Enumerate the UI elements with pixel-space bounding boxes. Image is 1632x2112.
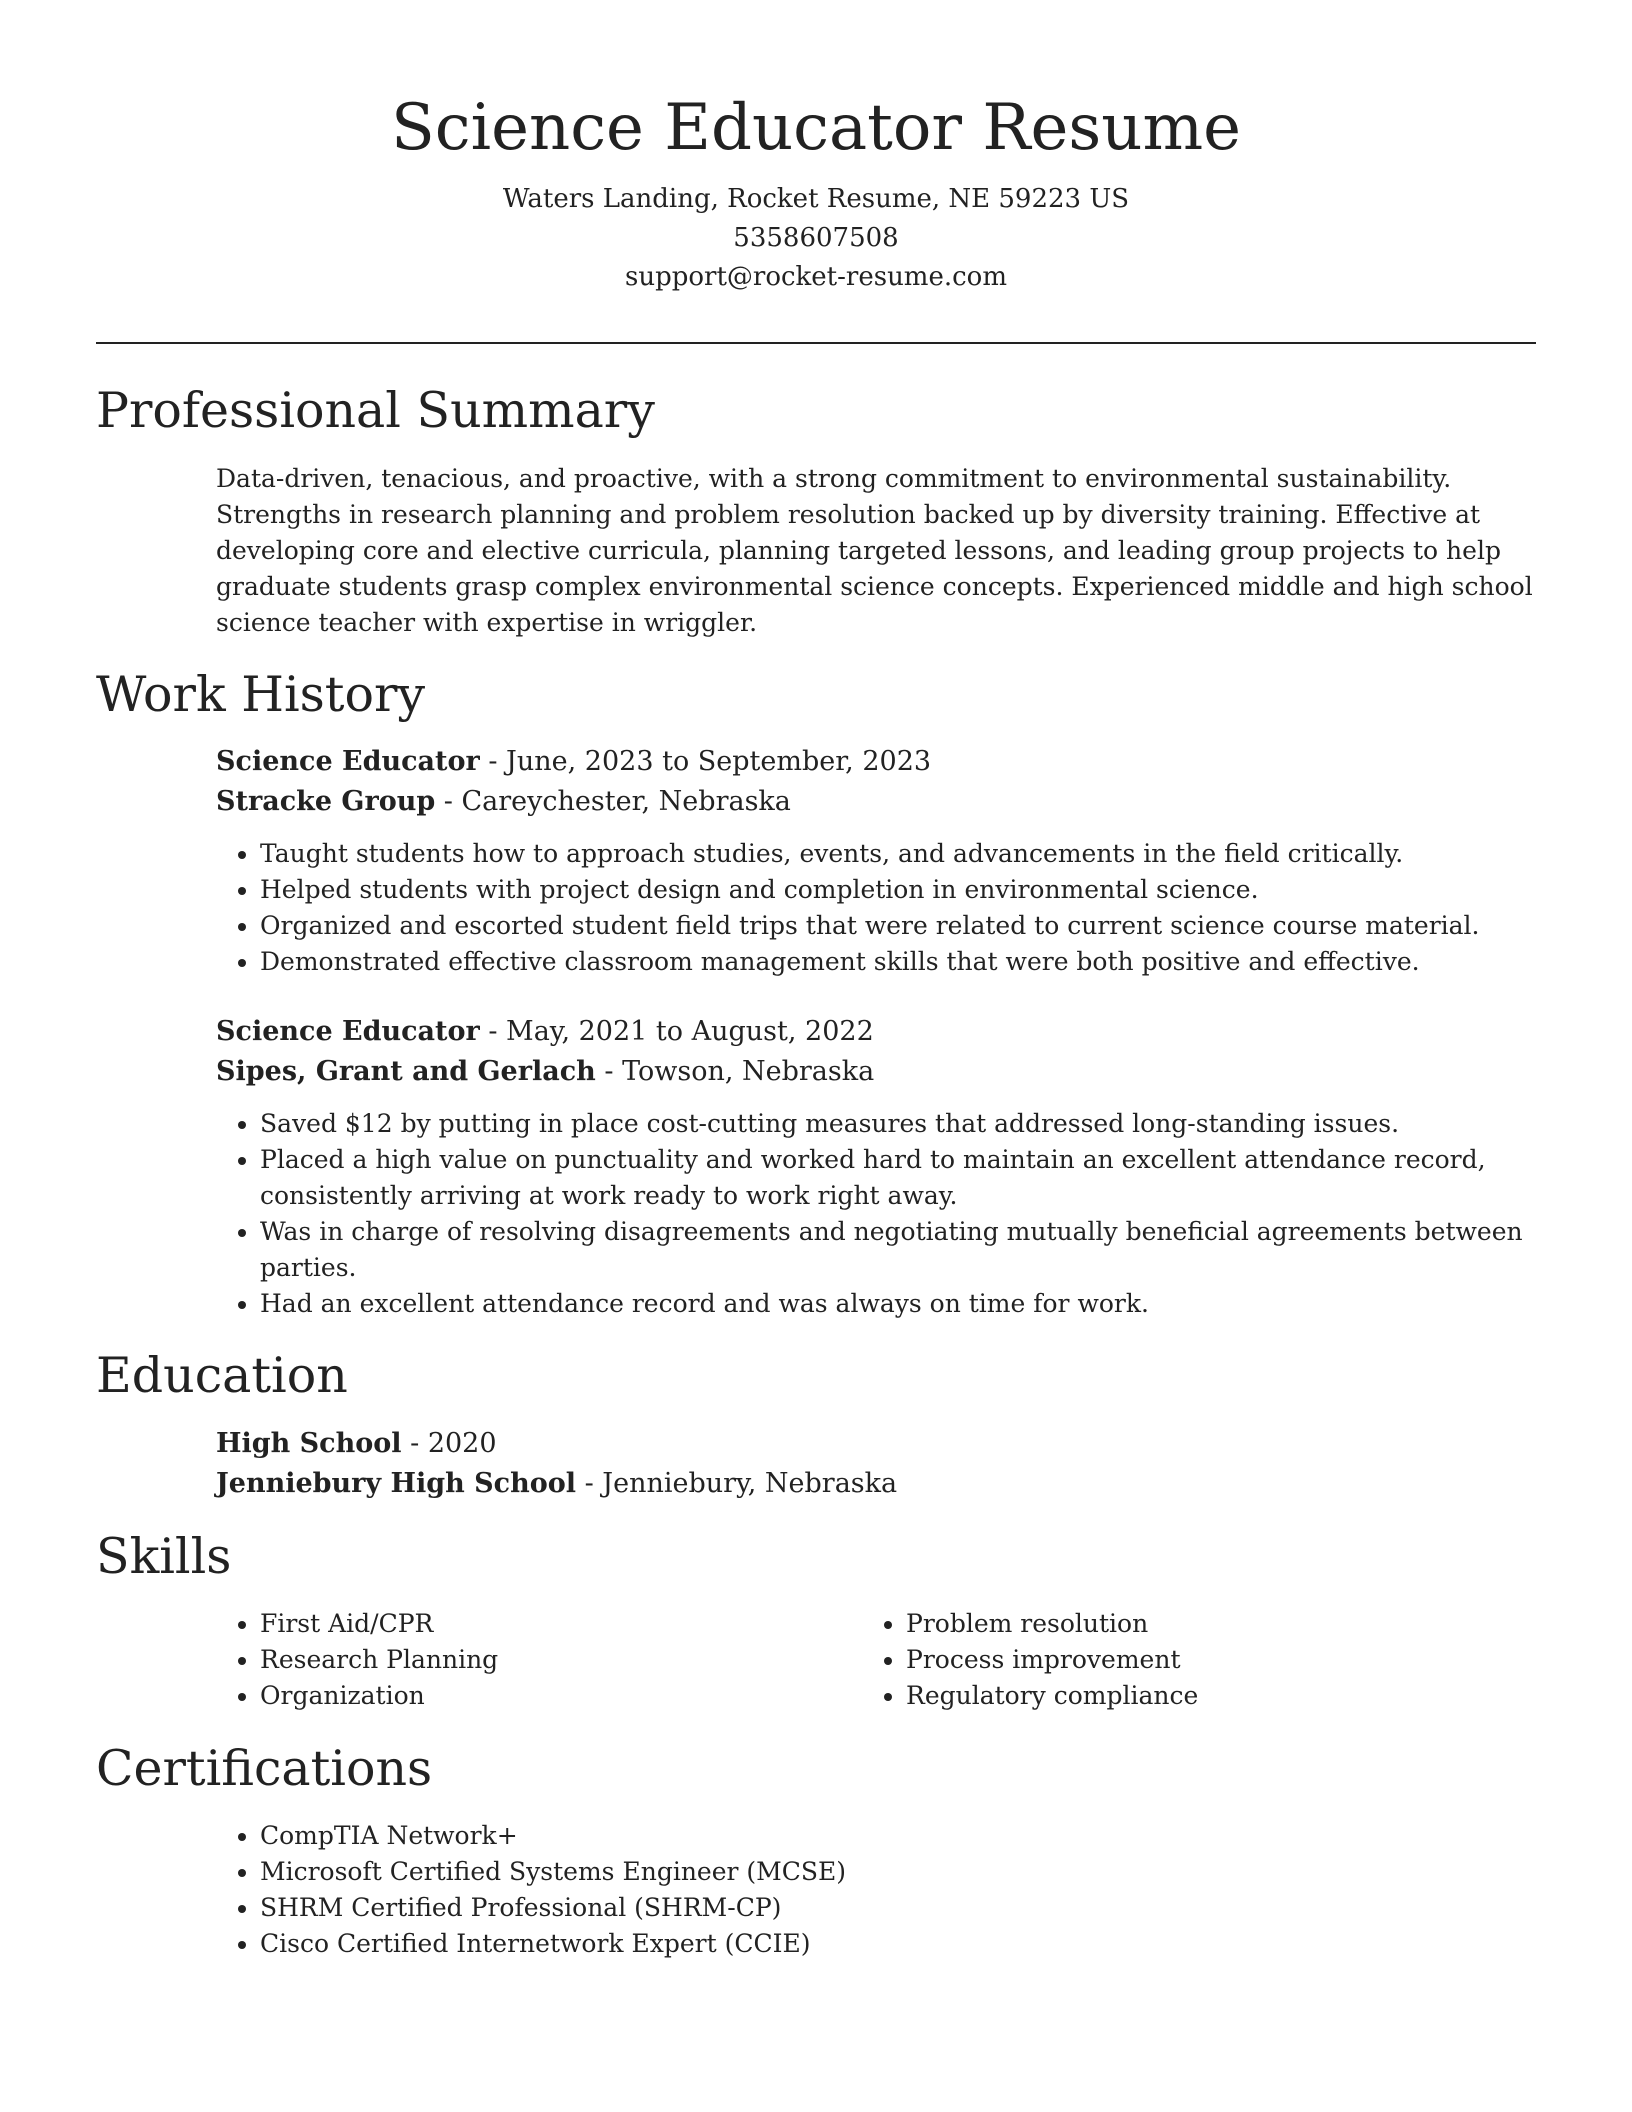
resume-title: Science Educator Resume bbox=[390, 91, 1242, 165]
job-2-company: Sipes, Grant and Gerlach bbox=[216, 1056, 596, 1087]
list-item: • Organization bbox=[260, 1678, 860, 1714]
certifications-heading: Certifications bbox=[96, 1740, 433, 1797]
phone: 5358607508 bbox=[733, 223, 899, 253]
summary-heading: Professional Summary bbox=[96, 382, 655, 439]
address: Waters Landing, Rocket Resume, NE 59223 US bbox=[502, 184, 1130, 214]
education-degree-line bbox=[216, 1424, 1536, 1464]
job-2-company-line bbox=[216, 1052, 1536, 1092]
list-item: • Regulatory compliance bbox=[906, 1678, 1506, 1714]
contact-info bbox=[96, 180, 1536, 297]
skills-list-left bbox=[216, 1606, 860, 1714]
job-1-bullets bbox=[216, 836, 1580, 980]
list-item: • Demonstrated effective classroom management skills that were both positive and effective. bbox=[260, 944, 1580, 980]
summary-text: Data-driven, tenacious, and proactive, with a strong commitment to environmental sustainability. Strengths in research planning and problem resolution backed up by diversity training. Effective at developing core and elective curricula, planning targeted lessons, and leading group projects to help graduate students grasp complex environmental science concepts. Experienced middle and high school science teacher with expertise in wriggler. bbox=[216, 464, 1533, 637]
list-item: • CompTIA Network+ bbox=[260, 1818, 1580, 1854]
list-item: • Problem resolution bbox=[906, 1606, 1506, 1642]
skills-list-right bbox=[862, 1606, 1506, 1714]
email: support@rocket-resume.com bbox=[624, 262, 1007, 292]
header-divider bbox=[96, 342, 1536, 344]
job-1-company: Stracke Group bbox=[216, 786, 436, 817]
list-item: • Helped students with project design and completion in environmental science. bbox=[260, 872, 1580, 908]
job-1-location: - Careychester, Nebraska bbox=[435, 786, 791, 817]
job-2-location: - Towson, Nebraska bbox=[595, 1056, 875, 1087]
job-1-position: Science Educator bbox=[216, 746, 480, 777]
list-item: • Process improvement bbox=[906, 1642, 1506, 1678]
job-1-company-line bbox=[216, 782, 1536, 822]
list-item: • SHRM Certified Professional (SHRM-CP) bbox=[260, 1890, 1580, 1926]
list-item: • Cisco Certified Internetwork Expert (CCIE) bbox=[260, 1926, 1580, 1962]
job-2-position: Science Educator bbox=[216, 1016, 480, 1047]
list-item: • First Aid/CPR bbox=[260, 1606, 860, 1642]
list-item: • Research Planning bbox=[260, 1642, 860, 1678]
job-2-bullets bbox=[216, 1106, 1580, 1322]
list-item: • Organized and escorted student field trips that were related to current science course material. bbox=[260, 908, 1580, 944]
education-school-line bbox=[216, 1464, 1536, 1504]
education-location: - Jenniebury, Nebraska bbox=[576, 1468, 898, 1499]
education-year: - 2020 bbox=[401, 1428, 497, 1459]
job-1-title-line bbox=[216, 742, 1536, 782]
list-item: • Was in charge of resolving disagreements and negotiating mutually beneficial agreements between parties. bbox=[260, 1214, 1580, 1286]
education-school: Jenniebury High School bbox=[216, 1468, 576, 1499]
work-history-heading: Work History bbox=[96, 666, 426, 723]
certifications-list bbox=[216, 1818, 1580, 1962]
job-2-title-line bbox=[216, 1012, 1536, 1052]
education-degree: High School bbox=[216, 1428, 402, 1459]
education-heading: Education bbox=[96, 1347, 348, 1404]
list-item: • Taught students how to approach studies, events, and advancements in the field critically. bbox=[260, 836, 1580, 872]
job-1-dates: - June, 2023 to September, 2023 bbox=[479, 746, 932, 777]
resume-header bbox=[96, 86, 1536, 297]
job-2-dates: - May, 2021 to August, 2022 bbox=[479, 1016, 874, 1047]
list-item: • Had an excellent attendance record and was always on time for work. bbox=[260, 1286, 1580, 1322]
list-item: • Microsoft Certified Systems Engineer (MCSE) bbox=[260, 1854, 1580, 1890]
list-item: • Saved $12 by putting in place cost-cutting measures that addressed long-standing issues. bbox=[260, 1106, 1580, 1142]
list-item: • Placed a high value on punctuality and worked hard to maintain an excellent attendance record, consistently arriving at work ready to work right away. bbox=[260, 1142, 1580, 1214]
skills-heading: Skills bbox=[96, 1528, 232, 1585]
